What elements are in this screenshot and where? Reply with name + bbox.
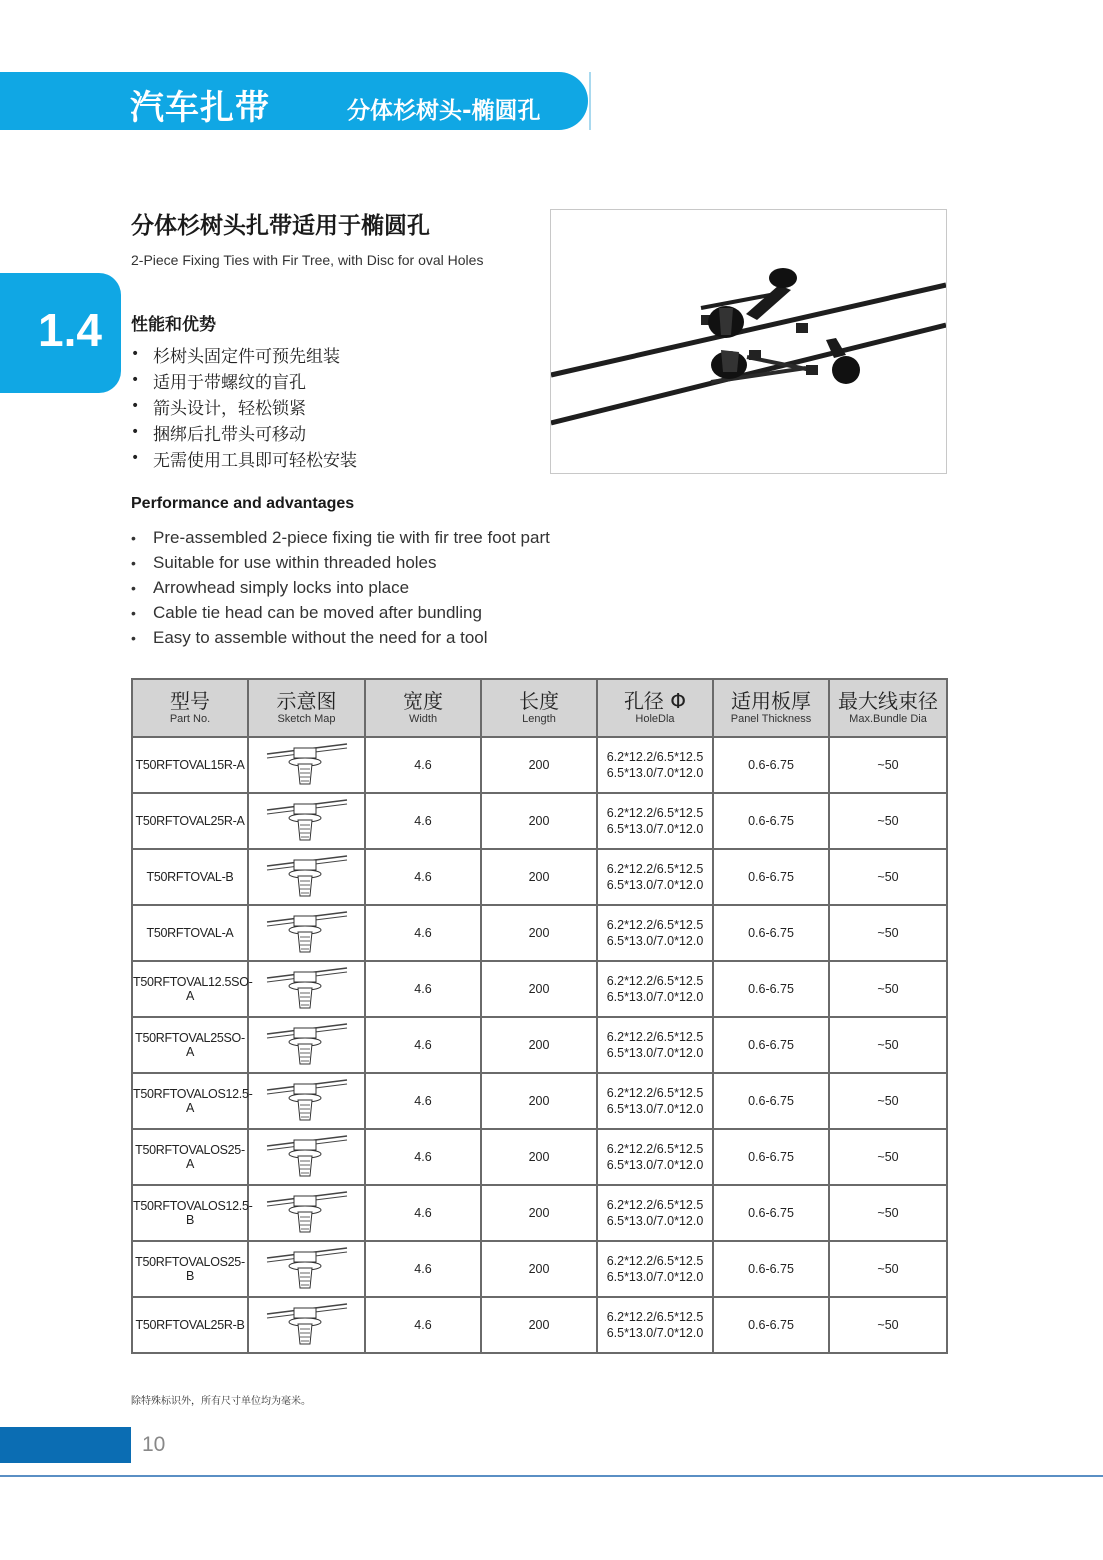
product-title-cn: 分体杉树头扎带适用于椭圆孔: [131, 213, 430, 239]
hole-dia-value: [597, 1073, 713, 1129]
hole-dia-value: [597, 1129, 713, 1185]
table-row: [132, 1129, 947, 1185]
hole-dia-value: [597, 905, 713, 961]
hole-dia-line-1: 6.2*12.2/6.5*12.5: [606, 806, 704, 820]
part-number: T50RFTOVAL-A: [132, 905, 248, 961]
column-header-part-no: 型号 Part No.: [132, 679, 248, 737]
bullet-icon: •: [131, 629, 136, 646]
sketch-map-cell: [248, 961, 365, 1017]
feature-item: [131, 576, 550, 601]
length-value: 200: [481, 1297, 597, 1353]
length-value: 200: [481, 1241, 597, 1297]
table-row: [132, 1297, 947, 1353]
length-value: 200: [481, 793, 597, 849]
column-header-length: 长度 Length: [481, 679, 597, 737]
footnote: 除特殊标识外，所有尺寸单位均为毫米。: [131, 1396, 311, 1407]
table-row: [132, 1073, 947, 1129]
sketch-map-cell: [248, 905, 365, 961]
feature-text: Pre-assembled 2-piece fixing tie with fir tree foot part: [153, 528, 550, 548]
panel-thickness-value: 0.6-6.75: [713, 737, 829, 793]
header-subtitle: 分体杉树头-椭圆孔: [347, 98, 541, 124]
width-value: 4.6: [365, 1017, 481, 1073]
hole-dia-value: [597, 1297, 713, 1353]
length-value: 200: [481, 1185, 597, 1241]
sketch-map-cell: [248, 1297, 365, 1353]
table-row: [132, 737, 947, 793]
max-bundle-dia-value: ~50: [829, 1241, 947, 1297]
table-row: [132, 849, 947, 905]
width-value: 4.6: [365, 1297, 481, 1353]
width-value: 4.6: [365, 961, 481, 1017]
hole-dia-value: [597, 793, 713, 849]
sketch-map-cell: [248, 1017, 365, 1073]
sketch-map-icon: [262, 1020, 352, 1070]
hole-dia-line-2: 6.5*13.0/7.0*12.0: [606, 1158, 704, 1172]
part-number: T50RFTOVAL12.5SO-A: [132, 961, 248, 1017]
width-value: 4.6: [365, 793, 481, 849]
product-photo: [550, 209, 947, 474]
sketch-map-icon: [262, 1244, 352, 1294]
table-row: [132, 961, 947, 1017]
features-heading-cn: 性能和优势: [131, 315, 216, 335]
sketch-map-icon: [262, 1132, 352, 1182]
sketch-map-icon: [262, 964, 352, 1014]
header-title: 汽车扎带: [130, 88, 270, 128]
bullet-icon: •: [131, 579, 136, 596]
max-bundle-dia-value: ~50: [829, 1129, 947, 1185]
sketch-map-icon: [262, 908, 352, 958]
max-bundle-dia-value: ~50: [829, 961, 947, 1017]
width-value: 4.6: [365, 1129, 481, 1185]
sketch-map-icon: [262, 1076, 352, 1126]
hole-dia-value: [597, 1185, 713, 1241]
sketch-map-icon: [262, 1188, 352, 1238]
table-row: [132, 793, 947, 849]
hole-dia-line-1: 6.2*12.2/6.5*12.5: [606, 750, 704, 764]
bullet-icon: •: [131, 555, 136, 572]
max-bundle-dia-value: ~50: [829, 737, 947, 793]
panel-thickness-value: 0.6-6.75: [713, 1241, 829, 1297]
sketch-map-icon: [262, 740, 352, 790]
part-number: T50RFTOVAL25SO-A: [132, 1017, 248, 1073]
hole-dia-line-2: 6.5*13.0/7.0*12.0: [606, 1102, 704, 1116]
part-number: T50RFTOVALOS12.5-B: [132, 1185, 248, 1241]
panel-thickness-value: 0.6-6.75: [713, 961, 829, 1017]
max-bundle-dia-value: ~50: [829, 1185, 947, 1241]
column-header-panel-thickness: 适用板厚 Panel Thickness: [713, 679, 829, 737]
max-bundle-dia-value: ~50: [829, 1017, 947, 1073]
panel-thickness-value: 0.6-6.75: [713, 793, 829, 849]
hole-dia-line-2: 6.5*13.0/7.0*12.0: [606, 1326, 704, 1340]
column-header-max-bundle-dia: 最大线束径 Max.Bundle Dia: [829, 679, 947, 737]
feature-text: Arrowhead simply locks into place: [153, 577, 410, 597]
length-value: 200: [481, 961, 597, 1017]
length-value: 200: [481, 1017, 597, 1073]
cable-tie-photo-icon: [551, 210, 946, 473]
hole-dia-line-1: 6.2*12.2/6.5*12.5: [606, 1142, 704, 1156]
table-row: [132, 1241, 947, 1297]
bullet-icon: •: [131, 450, 140, 466]
feature-text: 适用于带螺纹的盲孔: [153, 372, 306, 393]
hole-dia-value: [597, 1017, 713, 1073]
panel-thickness-value: 0.6-6.75: [713, 1129, 829, 1185]
features-list-cn: [131, 341, 357, 471]
hole-dia-line-2: 6.5*13.0/7.0*12.0: [606, 1270, 704, 1284]
feature-text: Easy to assemble without the need for a tool: [153, 627, 488, 647]
hole-dia-line-2: 6.5*13.0/7.0*12.0: [606, 766, 704, 780]
panel-thickness-value: 0.6-6.75: [713, 1297, 829, 1353]
max-bundle-dia-value: ~50: [829, 905, 947, 961]
feature-item: [131, 419, 357, 445]
hole-dia-value: [597, 961, 713, 1017]
hole-dia-value: [597, 737, 713, 793]
max-bundle-dia-value: ~50: [829, 1297, 947, 1353]
feature-text: Cable tie head can be moved after bundling: [153, 602, 482, 622]
panel-thickness-value: 0.6-6.75: [713, 1185, 829, 1241]
width-value: 4.6: [365, 1185, 481, 1241]
hole-dia-line-2: 6.5*13.0/7.0*12.0: [606, 990, 704, 1004]
part-number: T50RFTOVAL-B: [132, 849, 248, 905]
hole-dia-line-2: 6.5*13.0/7.0*12.0: [606, 822, 704, 836]
width-value: 4.6: [365, 737, 481, 793]
bullet-icon: •: [131, 604, 136, 621]
table-body: [132, 737, 947, 1353]
panel-thickness-value: 0.6-6.75: [713, 849, 829, 905]
hole-dia-line-1: 6.2*12.2/6.5*12.5: [606, 862, 704, 876]
bullet-icon: •: [131, 530, 136, 547]
sketch-map-icon: [262, 1300, 352, 1350]
hole-dia-line-2: 6.5*13.0/7.0*12.0: [606, 1046, 704, 1060]
part-number: T50RFTOVALOS25-A: [132, 1129, 248, 1185]
hole-dia-line-1: 6.2*12.2/6.5*12.5: [606, 974, 704, 988]
table-header-row: [132, 679, 947, 737]
length-value: 200: [481, 1073, 597, 1129]
panel-thickness-value: 0.6-6.75: [713, 905, 829, 961]
sketch-map-cell: [248, 793, 365, 849]
length-value: 200: [481, 737, 597, 793]
sketch-map-cell: [248, 1185, 365, 1241]
bullet-icon: •: [131, 372, 140, 388]
length-value: 200: [481, 905, 597, 961]
length-value: 200: [481, 849, 597, 905]
footer-divider: [0, 1475, 1103, 1477]
max-bundle-dia-value: ~50: [829, 849, 947, 905]
bullet-icon: •: [131, 424, 140, 440]
feature-text: 箭头设计，轻松锁紧: [153, 398, 306, 419]
width-value: 4.6: [365, 1241, 481, 1297]
feature-text: 杉树头固定件可预先组装: [153, 346, 340, 367]
part-number: T50RFTOVAL15R-A: [132, 737, 248, 793]
part-number: T50RFTOVALOS12.5-A: [132, 1073, 248, 1129]
panel-thickness-value: 0.6-6.75: [713, 1017, 829, 1073]
hole-dia-line-1: 6.2*12.2/6.5*12.5: [606, 918, 704, 932]
part-number: T50RFTOVALOS25-B: [132, 1241, 248, 1297]
feature-text: Suitable for use within threaded holes: [153, 553, 437, 573]
product-title-en: 2-Piece Fixing Ties with Fir Tree, with Disc for oval Holes: [131, 252, 484, 268]
feature-item: [131, 341, 357, 367]
hole-dia-value: [597, 1241, 713, 1297]
banner-edge: [589, 72, 591, 130]
hole-dia-line-2: 6.5*13.0/7.0*12.0: [606, 934, 704, 948]
feature-item: [131, 526, 550, 551]
footer-accent-block: [0, 1427, 131, 1463]
feature-text: 无需使用工具即可轻松安装: [153, 450, 357, 471]
bullet-icon: •: [131, 346, 140, 362]
hole-dia-line-1: 6.2*12.2/6.5*12.5: [606, 1310, 704, 1324]
hole-dia-line-2: 6.5*13.0/7.0*12.0: [606, 878, 704, 892]
feature-text: 捆绑后扎带头可移动: [153, 424, 306, 445]
feature-item: [131, 445, 357, 471]
max-bundle-dia-value: ~50: [829, 1073, 947, 1129]
features-list-en: [131, 526, 550, 650]
feature-item: [131, 551, 550, 576]
table-row: [132, 905, 947, 961]
hole-dia-line-1: 6.2*12.2/6.5*12.5: [606, 1254, 704, 1268]
width-value: 4.6: [365, 849, 481, 905]
bullet-icon: •: [131, 398, 140, 414]
sketch-map-cell: [248, 737, 365, 793]
sketch-map-icon: [262, 796, 352, 846]
panel-thickness-value: 0.6-6.75: [713, 1073, 829, 1129]
length-value: 200: [481, 1129, 597, 1185]
sketch-map-cell: [248, 849, 365, 905]
sketch-map-cell: [248, 1241, 365, 1297]
column-header-sketch-map: 示意图 Sketch Map: [248, 679, 365, 737]
column-header-hole-dia: 孔径 Φ HoleDla: [597, 679, 713, 737]
width-value: 4.6: [365, 905, 481, 961]
section-number: 1.4: [38, 304, 102, 356]
feature-item: [131, 367, 357, 393]
part-number: T50RFTOVAL25R-A: [132, 793, 248, 849]
hole-dia-line-2: 6.5*13.0/7.0*12.0: [606, 1214, 704, 1228]
sketch-map-icon: [262, 852, 352, 902]
hole-dia-value: [597, 849, 713, 905]
spec-table: [131, 678, 948, 1354]
feature-item: [131, 393, 357, 419]
hole-dia-line-1: 6.2*12.2/6.5*12.5: [606, 1030, 704, 1044]
hole-dia-line-1: 6.2*12.2/6.5*12.5: [606, 1086, 704, 1100]
table-row: [132, 1185, 947, 1241]
sketch-map-cell: [248, 1073, 365, 1129]
max-bundle-dia-value: ~50: [829, 793, 947, 849]
column-header-width: 宽度 Width: [365, 679, 481, 737]
features-heading-en: Performance and advantages: [131, 495, 355, 512]
page-number: 10: [142, 1433, 166, 1456]
part-number: T50RFTOVAL25R-B: [132, 1297, 248, 1353]
width-value: 4.6: [365, 1073, 481, 1129]
feature-item: [131, 625, 550, 650]
sketch-map-cell: [248, 1129, 365, 1185]
table-row: [132, 1017, 947, 1073]
feature-item: [131, 600, 550, 625]
hole-dia-line-1: 6.2*12.2/6.5*12.5: [606, 1198, 704, 1212]
